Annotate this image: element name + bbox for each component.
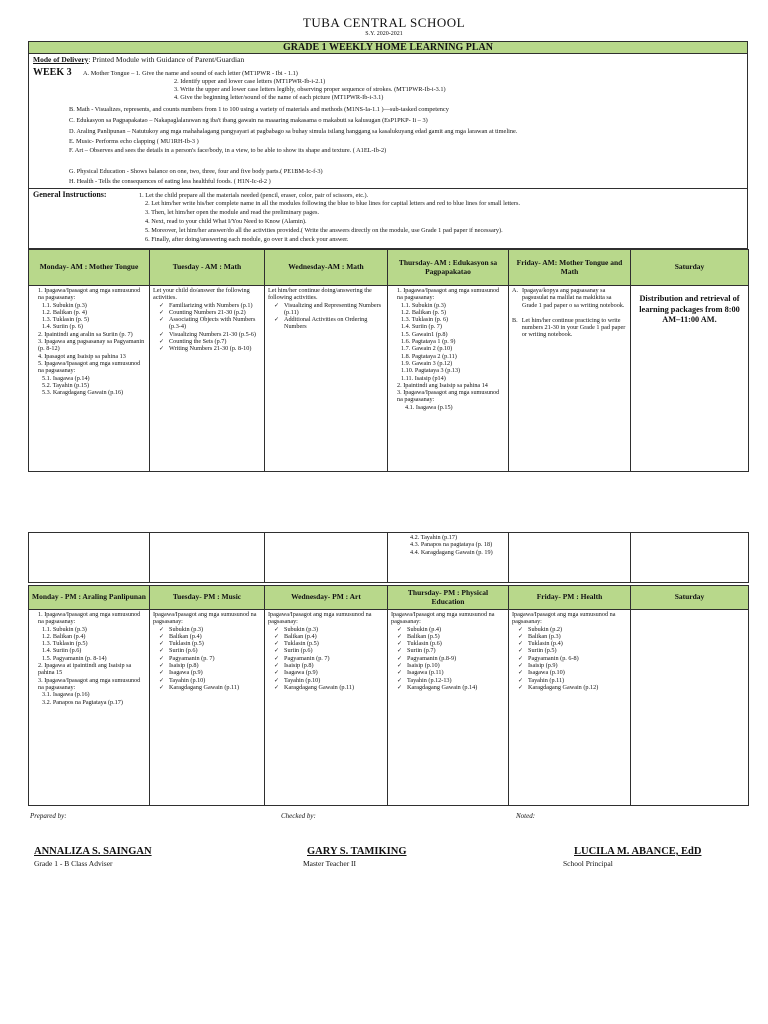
general-instructions bbox=[28, 189, 748, 249]
subject-e: E. Music- Performs echo clapping ( MU1RH-Ib-3 ) bbox=[69, 138, 199, 145]
list-item: 3.2. Panapos na Pagtataya (p.17) bbox=[42, 698, 123, 706]
am-tuesday-cell bbox=[150, 286, 265, 472]
list-item: 5.2. Tayahin (p.15) bbox=[42, 381, 90, 389]
list-item: 1.6. Pagtataya 1 (p. 9) bbox=[401, 338, 456, 346]
list-item: 5.1. Isagawa (p.14) bbox=[42, 374, 90, 382]
list-item: 1.1. Subukin (p.3) bbox=[401, 301, 446, 309]
list-item: 3. Ipagawa/Ipasagot ang mga sumusunod na pagsasanay: bbox=[397, 389, 500, 404]
subject-d: D. Araling Panlipunan – Natutukoy ang mga mahahalagang pangyayari at pagbabago sa buhay simula isilang hanggang sa kasalukuyang edad gamit ang mga larawan at timeline. bbox=[69, 128, 518, 135]
list-item: ✓ Suriin (p.6) bbox=[159, 647, 261, 654]
noted-role: School Principal bbox=[563, 859, 613, 868]
list-item: 1.4. Suriin (p.6) bbox=[42, 647, 82, 655]
list-item: ✓ Balikan (p.4) bbox=[274, 633, 384, 640]
list-item: 1.5. Gawain1 (p.8) bbox=[401, 330, 448, 338]
mode-value: : Printed Module with Guidance of Parent/Guardian bbox=[88, 55, 245, 64]
pm-header-wednesday: Wednesday- PM : Art bbox=[265, 586, 388, 610]
pm-intro: Ipagawa/Ipasagot ang mga sumusunod na pagsasanay: bbox=[512, 611, 616, 626]
list-item: ✓ Suriin (p.6) bbox=[274, 647, 384, 654]
subject-f: F. Art – Observes and sees the details in a person's face/body, in a view, to be able to show its shape and texture. ( A1EL-Ib-2) bbox=[69, 147, 387, 154]
am-header-wednesday: Wednesday-AM : Math bbox=[265, 250, 388, 286]
list-item: ✓ Karagdagang Gawain (p.11) bbox=[159, 684, 261, 691]
list-item: 1. Ipagawa/Ipasagot ang mga sumusunod na pagsasanay: bbox=[38, 287, 141, 302]
list-item: ✓ Suriin (p.5) bbox=[518, 647, 627, 654]
list-item: 4.2. Tayahin (p.17) bbox=[410, 534, 458, 541]
am-saturday-cell bbox=[631, 286, 749, 472]
list-item: 4.1. Isagawa (p.15) bbox=[405, 403, 453, 411]
pm-friday-cell bbox=[509, 610, 631, 806]
pm-header-thursday: Thursday- PM : Physical Education bbox=[388, 586, 509, 610]
list-item: ✓ Tayahin (p.11) bbox=[518, 677, 627, 684]
cont-friday-cell bbox=[509, 533, 631, 583]
list-item: 2. Ipaintindi ang Isaisip sa pahina 14 bbox=[397, 381, 488, 389]
list-item: 1.10. Pagtataya 3 (p.13) bbox=[401, 367, 461, 375]
subject-a3: 3. Write the upper and lower case letters legibly, observing proper sequence of strokes. (MT1PWR-Ib-i-3.1) bbox=[174, 86, 446, 93]
gi-6: 6. Finally, after doing/answering each module, go over it and check your answer. bbox=[145, 236, 349, 243]
pm-header-friday: Friday- PM : Health bbox=[509, 586, 631, 610]
list-item: ✓ Isaisip (p.10) bbox=[397, 662, 505, 669]
am-friday-cell: A. Ipagaya/kopya ang pagsasanay sa pagsusulat na malilat na makikita sa Grade 1 pad paper o sa writing notebook. B. Let him/her continue practicing to write numbers 21-30 in your Grade 1 pad paper or writing notebook. bbox=[509, 286, 631, 472]
gi-2: 2. Let him/her write his/her complete name in all the modules following the blue to blue lines for capital letters and red to blue lines for small letters. bbox=[145, 200, 521, 207]
cont-saturday-cell bbox=[631, 533, 749, 583]
list-item: ✓ Karagdagang Gawain (p.12) bbox=[518, 684, 627, 691]
list-item: 5.3. Karagdagang Gawain (p.16) bbox=[42, 389, 124, 397]
subject-g: G. Physical Education - Shows balance on one, two, three, four and five body parts.( PE1BM-Ic-f-3) bbox=[69, 168, 323, 175]
list-item: ✓ Balikan (p.3) bbox=[518, 633, 627, 640]
school-year: S.Y. 2020-2021 bbox=[365, 31, 403, 37]
pm-wednesday-cell bbox=[265, 610, 388, 806]
pm-monday-cell bbox=[29, 610, 150, 806]
list-item: ✓ Tuklasin (p.5) bbox=[159, 640, 261, 647]
list-item: 2. Ipaintindi ang aralin sa Suriin (p. 7) bbox=[38, 330, 133, 338]
plan-title: GRADE 1 WEEKLY HOME LEARNING PLAN bbox=[28, 41, 748, 54]
list-item: ✓ Tayahin (p.10) bbox=[159, 677, 261, 684]
list-item: ✓ Subukin (p.2) bbox=[518, 626, 627, 633]
list-item: ✓ Pagyamanin (p. 7) bbox=[159, 655, 261, 662]
gi-1: 1. Let the child prepare all the materials needed (pencil, eraser, color, pair of scissors, etc.). bbox=[139, 192, 369, 199]
list-item: 3. Ipagawa/Ipasagot ang mga sumusunod na pagsasanay: bbox=[38, 676, 141, 691]
friday-a: Ipagaya/kopya ang pagsasanay sa pagsusulat na malilat na makikita sa Grade 1 pad paper o sa writing notebook. bbox=[522, 287, 625, 309]
list-item: ✓ Karagdagang Gawain (p.11) bbox=[274, 684, 384, 691]
list-item: 4. Ipasagot ang Isaisip sa pahina 13 bbox=[38, 352, 126, 360]
list-item: ✓ Isagawa (p.9) bbox=[159, 669, 261, 676]
pm-thursday-cell bbox=[388, 610, 509, 806]
gi-4: 4. Next, read to your child What I/You Need to Know (Alamin). bbox=[145, 218, 307, 225]
list-item: 1.2. Balikan (p. 4) bbox=[42, 308, 88, 316]
list-item: 1.4. Suriin (p. 6) bbox=[42, 323, 83, 331]
list-item: 1.3. Tuklasin (p. 6) bbox=[401, 316, 449, 324]
subject-b: B. Math - Visualizes, represents, and counts numbers from 1 to 100 using a variety of materials and methods (M1NS-Ia-1.1 )—sub-tasked competency bbox=[69, 106, 449, 113]
checked-role: Master Teacher II bbox=[303, 859, 357, 868]
list-item: ✓ Isagawa (p.9) bbox=[274, 669, 384, 676]
pm-tuesday-cell bbox=[150, 610, 265, 806]
list-item: ✓ Balikan (p.5) bbox=[397, 633, 505, 640]
mode-of-delivery bbox=[33, 56, 743, 64]
list-item: ✓ Counting the Sets (p.7) bbox=[159, 338, 261, 345]
am-header-friday: Friday- AM: Mother Tongue and Math bbox=[509, 250, 631, 286]
list-item: ✓ Visualizing Numbers 21-30 (p.5-6) bbox=[159, 331, 261, 338]
am-header-monday: Monday- AM : Mother Tongue bbox=[29, 250, 150, 286]
list-item: 1.1. Subukin (p.3) bbox=[42, 301, 87, 309]
list-item: 1.11. Isaisip (p14) bbox=[401, 374, 446, 382]
gi-5: 5. Moreover, let him/her answer/do all the activities provided.( Write the answers directly on the module, use Grade 1 pad paper if necessary). bbox=[145, 227, 503, 234]
list-item: ✓ Tuklasin (p.4) bbox=[518, 640, 627, 647]
friday-b: Let him/her continue practicing to write numbers 21-30 in your Grade 1 pad paper or writing notebook. bbox=[521, 316, 626, 339]
list-item: ✓ Pagyamanin (p. 6-8) bbox=[518, 655, 627, 662]
pm-intro: Ipagawa/Ipasagot ang mga sumusunod na pagsasanay: bbox=[391, 611, 495, 626]
list-item: ✓ Subukin (p.3) bbox=[274, 626, 384, 633]
list-item: 1.2. Balikan (p. 5) bbox=[401, 308, 447, 316]
list-item: 3. Ipagawa ang pagsasanay sa Pagyamanin (p. 8-12) bbox=[38, 338, 145, 353]
list-item: ✓ Karagdagang Gawain (p.14) bbox=[397, 684, 505, 691]
list-item: ✓ Associating Objects with Numbers (p.3-4) bbox=[159, 316, 261, 331]
mode-label: Mode of Delivery bbox=[33, 55, 89, 64]
list-item: 1.4. Suriin (p. 7) bbox=[401, 323, 442, 331]
am-header-tuesday: Tuesday - AM : Math bbox=[150, 250, 265, 286]
list-item: ✓ Tayahin (p.12-13) bbox=[397, 677, 505, 684]
list-item: 1.8. Pagtataya 2 (p.11) bbox=[401, 352, 457, 360]
cont-thursday-cell bbox=[388, 533, 509, 583]
list-item: 1. Ipagawa/Ipasagot ang mga sumusunod na pagsasanay: bbox=[38, 611, 141, 626]
list-item: ✓ Tayahin (p.10) bbox=[274, 677, 384, 684]
list-item: ✓ Isaisip (p.9) bbox=[518, 662, 627, 669]
list-item: 1.2. Balikan (p.4) bbox=[42, 632, 86, 640]
am-header-saturday: Saturday bbox=[631, 250, 749, 286]
am-wednesday-cell bbox=[265, 286, 388, 472]
list-item: 1.9. Gawain 3 (p.12) bbox=[401, 359, 453, 367]
list-item: 2. Ipagawa at ipaintindi ang Isaisip sa pahina 15 bbox=[38, 662, 132, 677]
pm-header-tuesday: Tuesday- PM : Music bbox=[150, 586, 265, 610]
week-label: WEEK 3 bbox=[33, 67, 72, 78]
list-item: 1.7. Gawain 2 (p.10) bbox=[401, 345, 453, 353]
prepared-role: Grade 1 - B Class Adviser bbox=[34, 859, 113, 868]
noted-label: Noted: bbox=[516, 812, 536, 820]
list-item: ✓ Balikan (p.4) bbox=[159, 633, 261, 640]
list-item: ✓ Pagyamanin (p.8-9) bbox=[397, 655, 505, 662]
cont-monday-cell bbox=[29, 533, 150, 583]
list-item: ✓ Isaisip (p.8) bbox=[159, 662, 261, 669]
list-item: ✓ Subukin (p.3) bbox=[159, 626, 261, 633]
list-item: 5. Ipagawa/Ipasagot ang mga sumusunod na pagsasanay: bbox=[38, 359, 141, 375]
prepared-name: ANNALIZA S. SAINGAN bbox=[34, 846, 152, 857]
pm-intro: Ipagawa/Ipasagot ang mga sumusunod na pagsasanay: bbox=[268, 611, 372, 626]
list-item: 4.4. Karagdagang Gawain (p. 19) bbox=[410, 548, 493, 556]
am-schedule-table bbox=[28, 249, 749, 472]
prepared-label: Prepared by: bbox=[30, 812, 67, 820]
list-item: ✓ Visualizing and Representing Numbers (p.11) bbox=[274, 302, 384, 317]
cont-wednesday-cell bbox=[265, 533, 388, 583]
am-thursday-cell bbox=[388, 286, 509, 472]
wednesday-intro: Let him/her continue doing/answering the following activities. bbox=[268, 287, 372, 302]
cont-tuesday-cell bbox=[150, 533, 265, 583]
list-item: 4.3. Panapos na pagtataya (p. 18) bbox=[410, 541, 493, 549]
checked-label: Checked by: bbox=[281, 812, 316, 820]
saturday-note: Distribution and retrieval of learning packages from 8:00 AM–11:00 AM. bbox=[639, 294, 740, 324]
list-item: ✓ Writing Numbers 21-30 (p. 8-10) bbox=[159, 345, 261, 352]
list-item: 1.5. Pagyamanin (p. 8-14) bbox=[42, 654, 107, 662]
pm-header-monday: Monday - PM : Araling Panlipunan bbox=[29, 586, 150, 610]
list-item: 1.3. Tuklasin (p. 5) bbox=[42, 316, 90, 324]
pm-intro: Ipagawa/Ipasagot ang mga sumusunod na pagsasanay: bbox=[153, 611, 257, 626]
list-item: 1. Ipagawa/Ipasagot ang mga sumusunod na pagsasanay: bbox=[397, 287, 500, 302]
gi-label: General Instructions: bbox=[33, 190, 107, 199]
checked-name: GARY S. TAMIKING bbox=[307, 846, 407, 857]
am-header-thursday: Thursday- AM : Edukasyon sa Pagpapakatao bbox=[388, 250, 509, 286]
intro-block bbox=[28, 54, 748, 189]
gi-3: 3. Then, let him/her open the module and read the preliminary pages. bbox=[145, 209, 320, 216]
list-item: ✓ Counting Numbers 21-30 (p.2) bbox=[159, 309, 261, 316]
list-item: ✓ Familiarizing with Numbers (p.1) bbox=[159, 302, 261, 309]
list-item: 1.3. Tuklasin (p.5) bbox=[42, 640, 88, 648]
list-item: ✓ Additional Activities on Ordering Numbers bbox=[274, 316, 384, 331]
list-item: ✓ Isagawa (p.11) bbox=[397, 669, 505, 676]
list-item: ✓ Suriin (p.7) bbox=[397, 647, 505, 654]
school-name: TUBA CENTRAL SCHOOL bbox=[302, 15, 466, 30]
list-item: 1.1. Subukin (p.3) bbox=[42, 625, 87, 633]
list-item: ✓ Isagawa (p.10) bbox=[518, 669, 627, 676]
pm-saturday-cell bbox=[631, 610, 749, 806]
noted-name: LUCILA M. ABANCE, EdD bbox=[574, 846, 702, 857]
subject-c: C. Edukasyon sa Pagpapakatao – Nakapaglalarawan ng iba't ibang gawain na maaaring makasama o makabuti sa kalusugan (EsP1PKP- Ii – 3) bbox=[69, 117, 428, 124]
tuesday-intro: Let your child do/answer the following activities. bbox=[153, 287, 250, 302]
list-item: ✓ Isaisip (p.8) bbox=[274, 662, 384, 669]
list-item: 3.1. Isagawa (p.16) bbox=[42, 691, 90, 699]
list-item: ✓ Tuklasin (p.6) bbox=[397, 640, 505, 647]
subject-h: H. Health - Tells the consequences of eating less healthful foods. ( H1N-Ic-d-2 ) bbox=[69, 178, 271, 185]
subject-a1: A. Mother Tongue – 1. Give the name and sound of each letter (MT1PWR - Ibi - 1.1) bbox=[83, 70, 298, 77]
list-item: ✓ Tuklasin (p.5) bbox=[274, 640, 384, 647]
list-item: ✓ Pagyamanin (p. 7) bbox=[274, 655, 384, 662]
subject-a4: 4. Give the beginning letter/sound of the name of each picture (MT1PWR-Ib-i-3.1) bbox=[174, 94, 384, 101]
am-monday-cell bbox=[29, 286, 150, 472]
subject-a2: 2. Identify upper and lower case letters (MT1PWR-Ib-i-2.1) bbox=[174, 78, 326, 85]
pm-header-saturday: Saturday bbox=[631, 586, 749, 610]
am-continuation-table bbox=[28, 532, 749, 583]
list-item: ✓ Subukin (p.4) bbox=[397, 626, 505, 633]
pm-schedule-table bbox=[28, 585, 749, 806]
